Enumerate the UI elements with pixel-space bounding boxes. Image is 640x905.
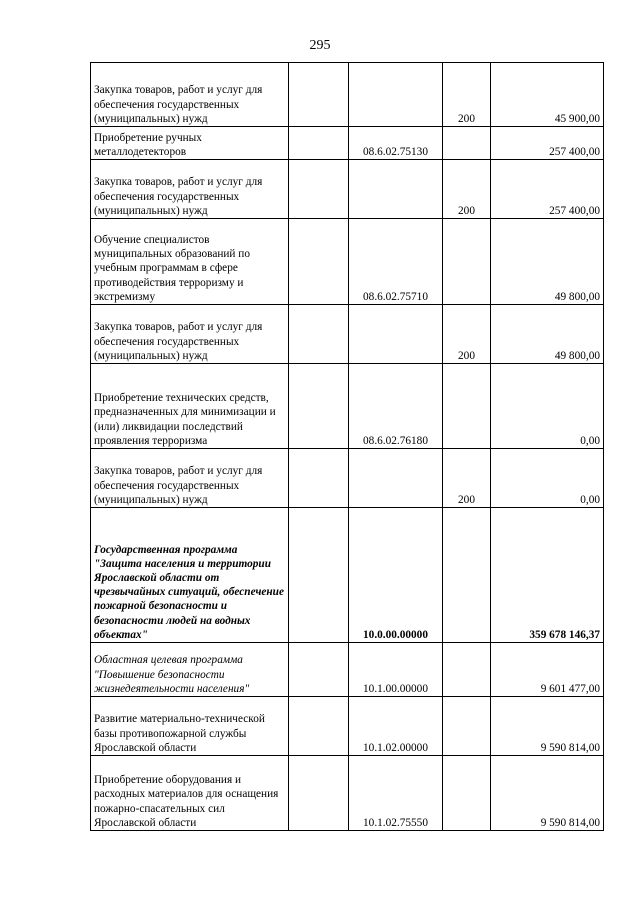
row-name: Закупка товаров, работ и услуг для обеспечения государственных (муниципальных) нужд bbox=[91, 160, 289, 219]
row-name: Приобретение оборудования и расходных материалов для оснащения пожарно-спасательных сил Ярославской области bbox=[91, 756, 289, 831]
row-empty-cell bbox=[289, 756, 349, 831]
row-sum: 9 601 477,00 bbox=[491, 643, 604, 697]
row-empty-cell bbox=[289, 643, 349, 697]
row-name: Приобретение технических средств, предназначенных для минимизации и (или) ликвидации последствий проявления терроризма bbox=[91, 364, 289, 449]
row-type bbox=[443, 697, 491, 756]
row-code: 10.1.02.00000 bbox=[349, 697, 443, 756]
row-code bbox=[349, 63, 443, 127]
row-empty-cell bbox=[289, 508, 349, 643]
row-sum: 257 400,00 bbox=[491, 160, 604, 219]
row-name: Обучение специалистов муниципальных образований по учебным программам в сфере противодействия терроризму и экстремизму bbox=[91, 219, 289, 305]
row-empty-cell bbox=[289, 305, 349, 364]
row-code: 10.0.00.00000 bbox=[349, 508, 443, 643]
row-type bbox=[443, 127, 491, 160]
table-row bbox=[91, 305, 604, 364]
row-name: Закупка товаров, работ и услуг для обеспечения государственных (муниципальных) нужд bbox=[91, 63, 289, 127]
table-row bbox=[91, 63, 604, 127]
table-row bbox=[91, 756, 604, 831]
row-name: Закупка товаров, работ и услуг для обеспечения государственных (муниципальных) нужд bbox=[91, 449, 289, 508]
table-row bbox=[91, 219, 604, 305]
row-empty-cell bbox=[289, 160, 349, 219]
table-row bbox=[91, 449, 604, 508]
row-empty-cell bbox=[289, 127, 349, 160]
row-type bbox=[443, 756, 491, 831]
row-sum: 49 800,00 bbox=[491, 219, 604, 305]
row-empty-cell bbox=[289, 449, 349, 508]
row-type: 200 bbox=[443, 449, 491, 508]
table-row bbox=[91, 508, 604, 643]
row-type bbox=[443, 219, 491, 305]
row-name: Областная целевая программа "Повышение безопасности жизнедеятельности населения" bbox=[91, 643, 289, 697]
budget-table-body bbox=[91, 63, 604, 831]
row-code: 10.1.02.75550 bbox=[349, 756, 443, 831]
row-empty-cell bbox=[289, 219, 349, 305]
row-code: 08.6.02.76180 bbox=[349, 364, 443, 449]
row-type bbox=[443, 643, 491, 697]
row-name: Закупка товаров, работ и услуг для обеспечения государственных (муниципальных) нужд bbox=[91, 305, 289, 364]
table-row bbox=[91, 364, 604, 449]
row-code: 08.6.02.75710 bbox=[349, 219, 443, 305]
row-type: 200 bbox=[443, 160, 491, 219]
row-type bbox=[443, 508, 491, 643]
row-code bbox=[349, 160, 443, 219]
row-code: 08.6.02.75130 bbox=[349, 127, 443, 160]
row-sum: 9 590 814,00 bbox=[491, 756, 604, 831]
row-empty-cell bbox=[289, 697, 349, 756]
row-empty-cell bbox=[289, 364, 349, 449]
row-sum: 0,00 bbox=[491, 364, 604, 449]
budget-table bbox=[90, 62, 604, 831]
row-code bbox=[349, 449, 443, 508]
row-code: 10.1.00.00000 bbox=[349, 643, 443, 697]
row-type: 200 bbox=[443, 63, 491, 127]
row-name: Развитие материально-технической базы противопожарной службы Ярославской области bbox=[91, 697, 289, 756]
row-sum: 49 800,00 bbox=[491, 305, 604, 364]
row-name: Государственная программа "Защита населения и территории Ярославской области от чрезвычайных ситуаций, обеспечение пожарной безопасности и безопасности людей на водных объектах" bbox=[91, 508, 289, 643]
row-name: Приобретение ручных металлодетекторов bbox=[91, 127, 289, 160]
row-sum: 45 900,00 bbox=[491, 63, 604, 127]
row-sum: 0,00 bbox=[491, 449, 604, 508]
table-row bbox=[91, 160, 604, 219]
row-type: 200 bbox=[443, 305, 491, 364]
row-sum: 359 678 146,37 bbox=[491, 508, 604, 643]
row-empty-cell bbox=[289, 63, 349, 127]
row-code bbox=[349, 305, 443, 364]
row-sum: 9 590 814,00 bbox=[491, 697, 604, 756]
table-row bbox=[91, 697, 604, 756]
row-type bbox=[443, 364, 491, 449]
table-row bbox=[91, 643, 604, 697]
row-sum: 257 400,00 bbox=[491, 127, 604, 160]
table-row bbox=[91, 127, 604, 160]
page-number: 295 bbox=[309, 38, 331, 53]
